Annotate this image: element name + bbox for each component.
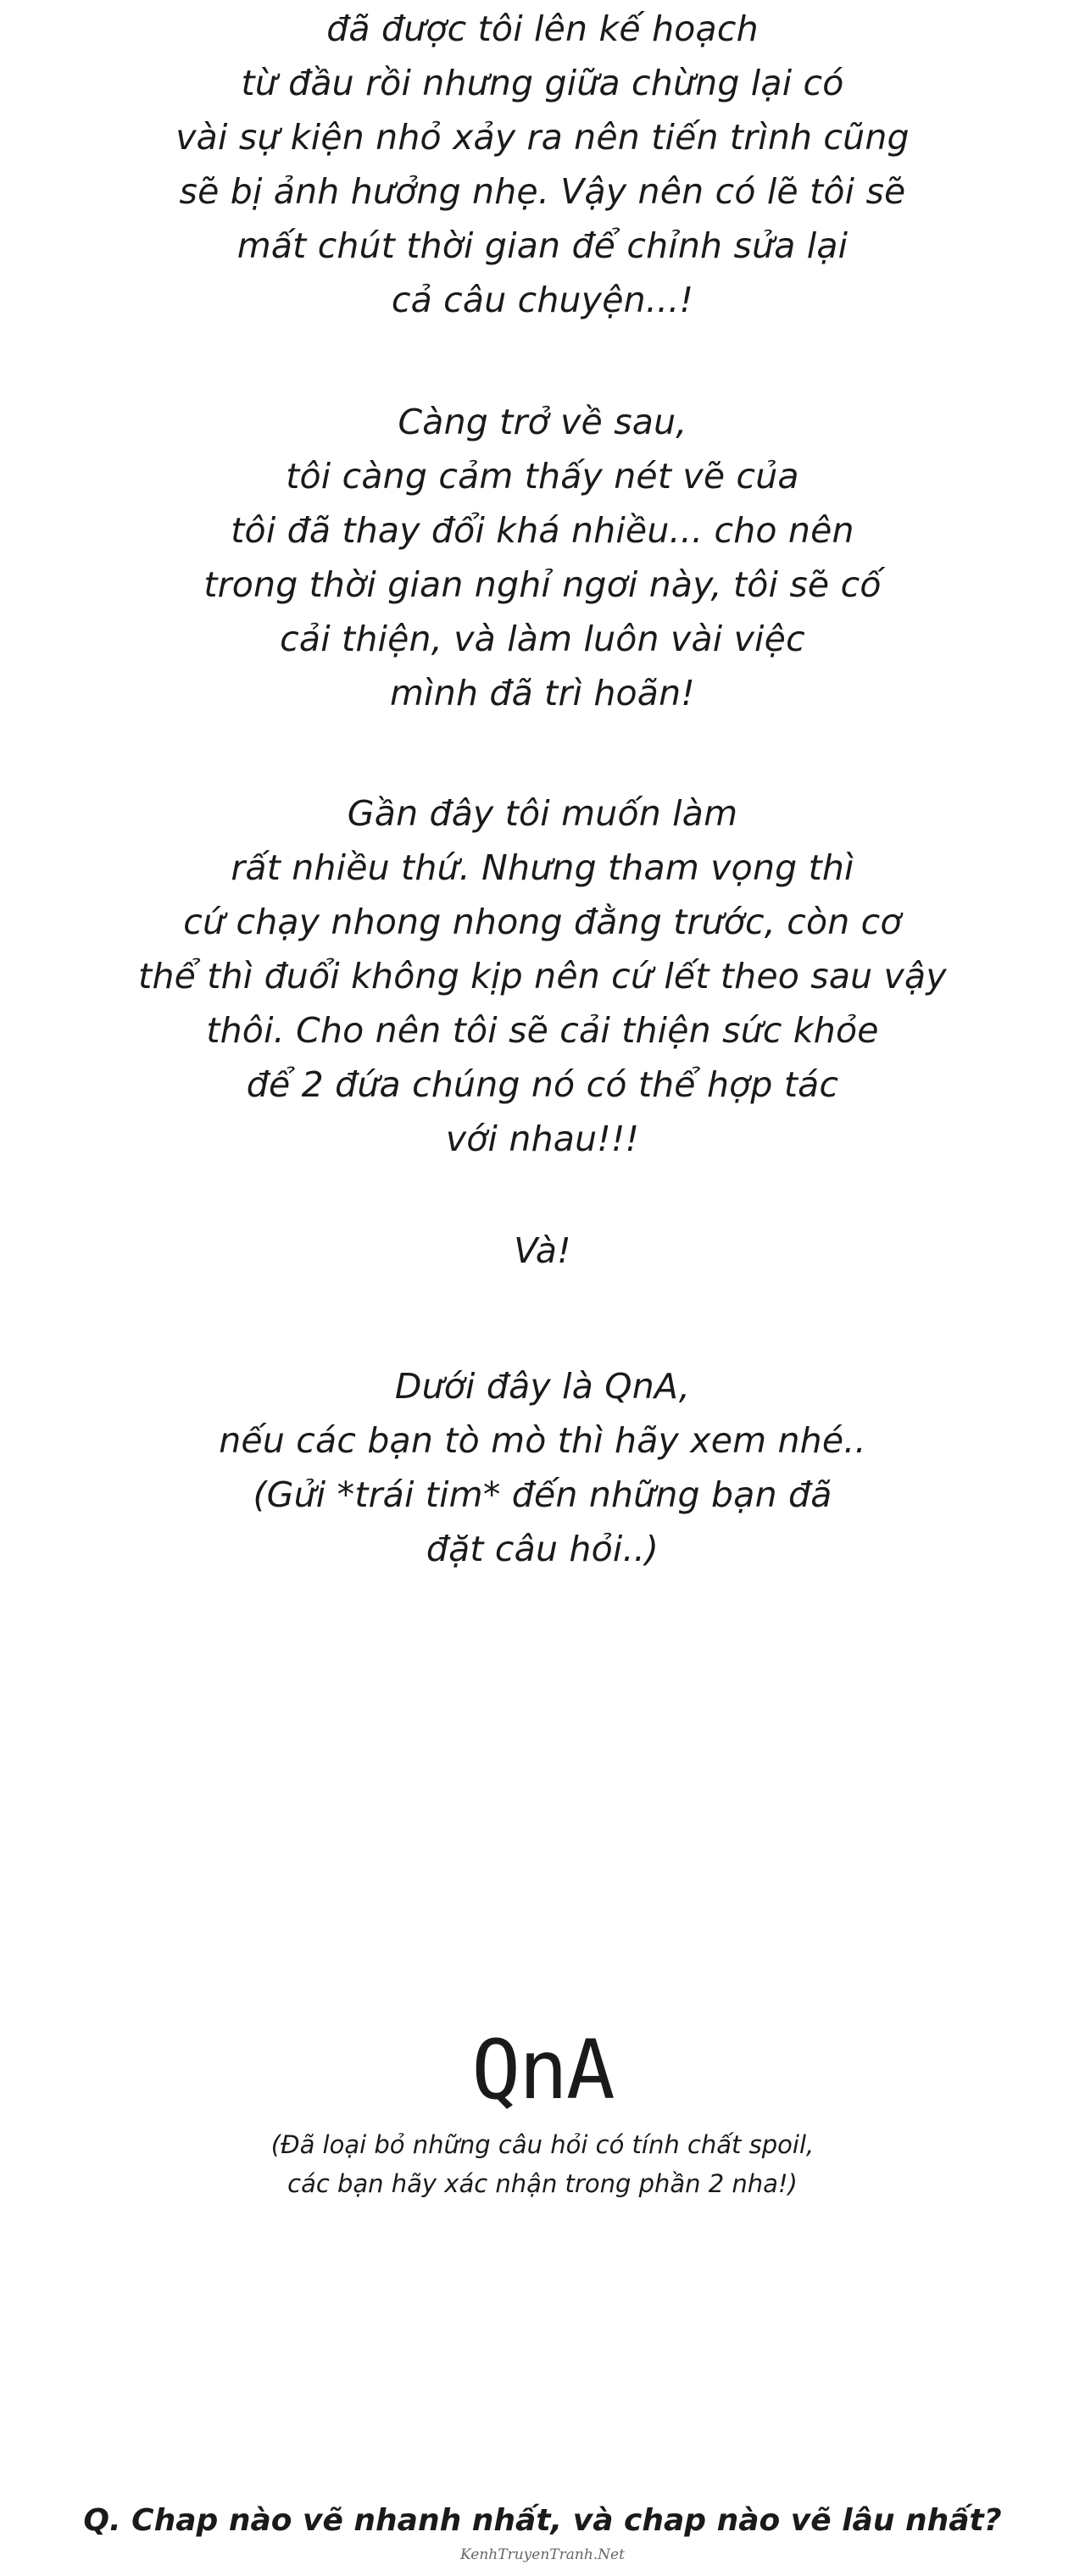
text-line: đặt câu hỏi..) [426,1529,659,1569]
text-line: mình đã trì hoãn! [390,673,695,713]
text-line: tôi càng cảm thấy nét vẽ của [286,456,799,497]
qna-note [0,2125,1085,2203]
text-line: Và! [514,1230,571,1271]
text-line: cứ chạy nhong nhong đằng trước, còn cơ [183,902,902,942]
text-line: cả câu chuyện...! [391,280,694,320]
text-line: thôi. Cho nên tôi sẽ cải thiện sức khỏe [206,1010,879,1051]
text-line: sẽ bị ảnh hưởng nhẹ. Vậy nên có lẽ tôi sẽ [179,171,906,212]
paragraph-2 [0,395,1085,720]
text-line: vài sự kiện nhỏ xảy ra nên tiến trình cũng [175,117,910,158]
text-line: cải thiện, và làm luôn vài việc [280,619,805,659]
text-line: để 2 đứa chúng nó có thể hợp tác [246,1064,839,1105]
text-line: thể thì đuổi không kịp nên cứ lết theo sau vậy [138,956,947,997]
qna-title: QnA [471,2023,614,2118]
paragraph-4 [0,1224,1085,1278]
text-line: tôi đã thay đổi khá nhiều... cho nên [231,510,854,551]
text-line: đã được tôi lên kế hoạch [326,8,759,49]
text-line: các bạn hãy xác nhận trong phần 2 nha!) [287,2169,798,2198]
text-line: (Đã loại bỏ những câu hỏi có tính chất spoil, [270,2130,815,2159]
paragraph-1 [0,2,1085,327]
text-line: từ đầu rồi nhưng giữa chừng lại có [241,63,844,103]
text-line: Gần đây tôi muốn làm [347,793,738,834]
text-line: rất nhiều thứ. Nhưng tham vọng thì [231,847,854,888]
text-line: (Gửi *trái tim* đến những bạn đã [253,1474,832,1515]
text-line: nếu các bạn tò mò thì hãy xem nhé.. [219,1420,866,1461]
text-line: trong thời gian nghỉ ngơi này, tôi sẽ cố [203,564,882,605]
watermark: KenhTruyenTranh.Net [460,2546,625,2563]
text-line: Càng trở về sau, [398,402,687,442]
text-line: Dưới đây là QnA, [394,1366,691,1407]
paragraph-3 [0,786,1085,1166]
paragraph-5 [0,1359,1085,1576]
text-line: mất chút thời gian để chỉnh sửa lại [236,225,849,266]
text-line: với nhau!!! [445,1119,640,1159]
question-text: Q. Chap nào vẽ nhanh nhất, và chap nào vẽ lâu nhất? [83,2503,1002,2538]
